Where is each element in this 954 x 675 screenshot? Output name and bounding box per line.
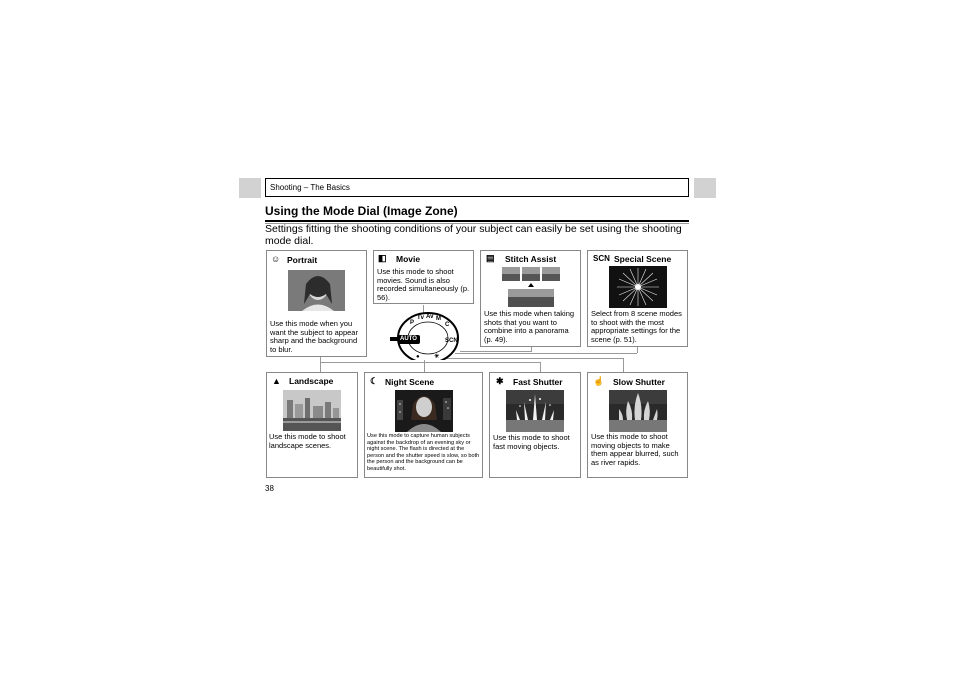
card-special-scene — [587, 250, 688, 347]
card-landscape-title: Landscape — [289, 376, 334, 386]
card-night-desc: Use this mode to capture human subjects against the backdrop of an evening sky or night scene. The flash is directed at the person and the shutter speed is slow, so both the person and the background can be beautifully shot. — [367, 433, 480, 472]
slow-shutter-photo — [609, 390, 667, 432]
card-special-desc: Select from 8 scene modes to shoot with the most appropriate settings for the scene (p. 51). — [591, 309, 682, 344]
portrait-icon: ☺ — [271, 254, 281, 264]
running-header — [265, 178, 689, 197]
svg-text:Av: Av — [426, 314, 434, 320]
card-special-title: Special Scene — [614, 254, 672, 264]
card-night-title: Night Scene — [385, 377, 435, 387]
card-movie-desc: Use this mode to shoot movies. Sound is also recorded simultaneously (p. 56). — [377, 267, 470, 302]
running-header-text: Shooting – The Basics — [270, 183, 350, 192]
intro-paragraph: Settings fitting the shooting conditions of your subject can easily be set using the shooting mode dial. — [265, 223, 682, 247]
portrait-photo — [288, 270, 345, 311]
scn-icon: SCN — [593, 254, 610, 263]
night-scene-photo — [395, 390, 453, 432]
stitch-assist-icon: ▤ — [486, 253, 495, 263]
card-portrait-title: Portrait — [287, 255, 318, 265]
stitch-thumbnails — [502, 267, 560, 307]
card-movie — [373, 250, 474, 304]
card-landscape-desc: Use this mode to shoot landscape scenes. — [269, 432, 346, 450]
card-slow-desc: Use this mode to shoot moving objects to make them appear blurred, such as river rapids. — [591, 432, 679, 467]
svg-text:P: P — [410, 320, 415, 326]
fast-shutter-photo — [506, 390, 564, 432]
slow-shutter-icon: ☝ — [593, 376, 605, 386]
fast-shutter-icon: ✱ — [496, 376, 504, 386]
card-portrait — [266, 250, 367, 357]
card-stitch-title: Stitch Assist — [505, 254, 557, 264]
page-number: 38 — [265, 484, 274, 493]
svg-text:SCN: SCN — [445, 338, 458, 344]
landscape-icon: ▲ — [272, 376, 281, 386]
mode-dial — [390, 310, 462, 360]
card-slow-title: Slow Shutter — [613, 377, 665, 387]
right-margin-tab — [694, 178, 716, 198]
svg-text:C: C — [445, 322, 450, 328]
card-slow-shutter — [587, 372, 688, 478]
card-stitch — [480, 250, 581, 347]
left-margin-tab — [239, 178, 261, 198]
night-scene-icon: ☾ — [370, 376, 379, 386]
card-portrait-desc: Use this mode when you want the subject to appear sharp and the background to blur. — [270, 319, 358, 354]
dial-auto-label: AUTO — [400, 336, 417, 342]
mode-dial-graphic — [390, 310, 462, 360]
card-movie-title: Movie — [396, 254, 421, 264]
card-stitch-desc: Use this mode when taking shots that you want to combine into a panorama (p. 49). — [484, 309, 575, 344]
movie-camera-icon: ◧ — [378, 253, 387, 263]
card-night-scene — [364, 372, 483, 478]
title-rule — [265, 220, 689, 222]
landscape-photo — [283, 390, 341, 431]
card-landscape — [266, 372, 358, 478]
svg-text:M: M — [436, 316, 441, 322]
card-fast-title: Fast Shutter — [513, 377, 563, 387]
svg-text:☀: ☀ — [434, 354, 440, 360]
fireworks-photo — [609, 266, 667, 308]
section-title: Using the Mode Dial (Image Zone) — [265, 204, 458, 218]
card-fast-shutter — [489, 372, 581, 478]
svg-text:●: ● — [416, 354, 420, 360]
svg-text:Tv: Tv — [417, 315, 425, 321]
card-fast-desc: Use this mode to shoot fast moving objects. — [493, 433, 570, 451]
